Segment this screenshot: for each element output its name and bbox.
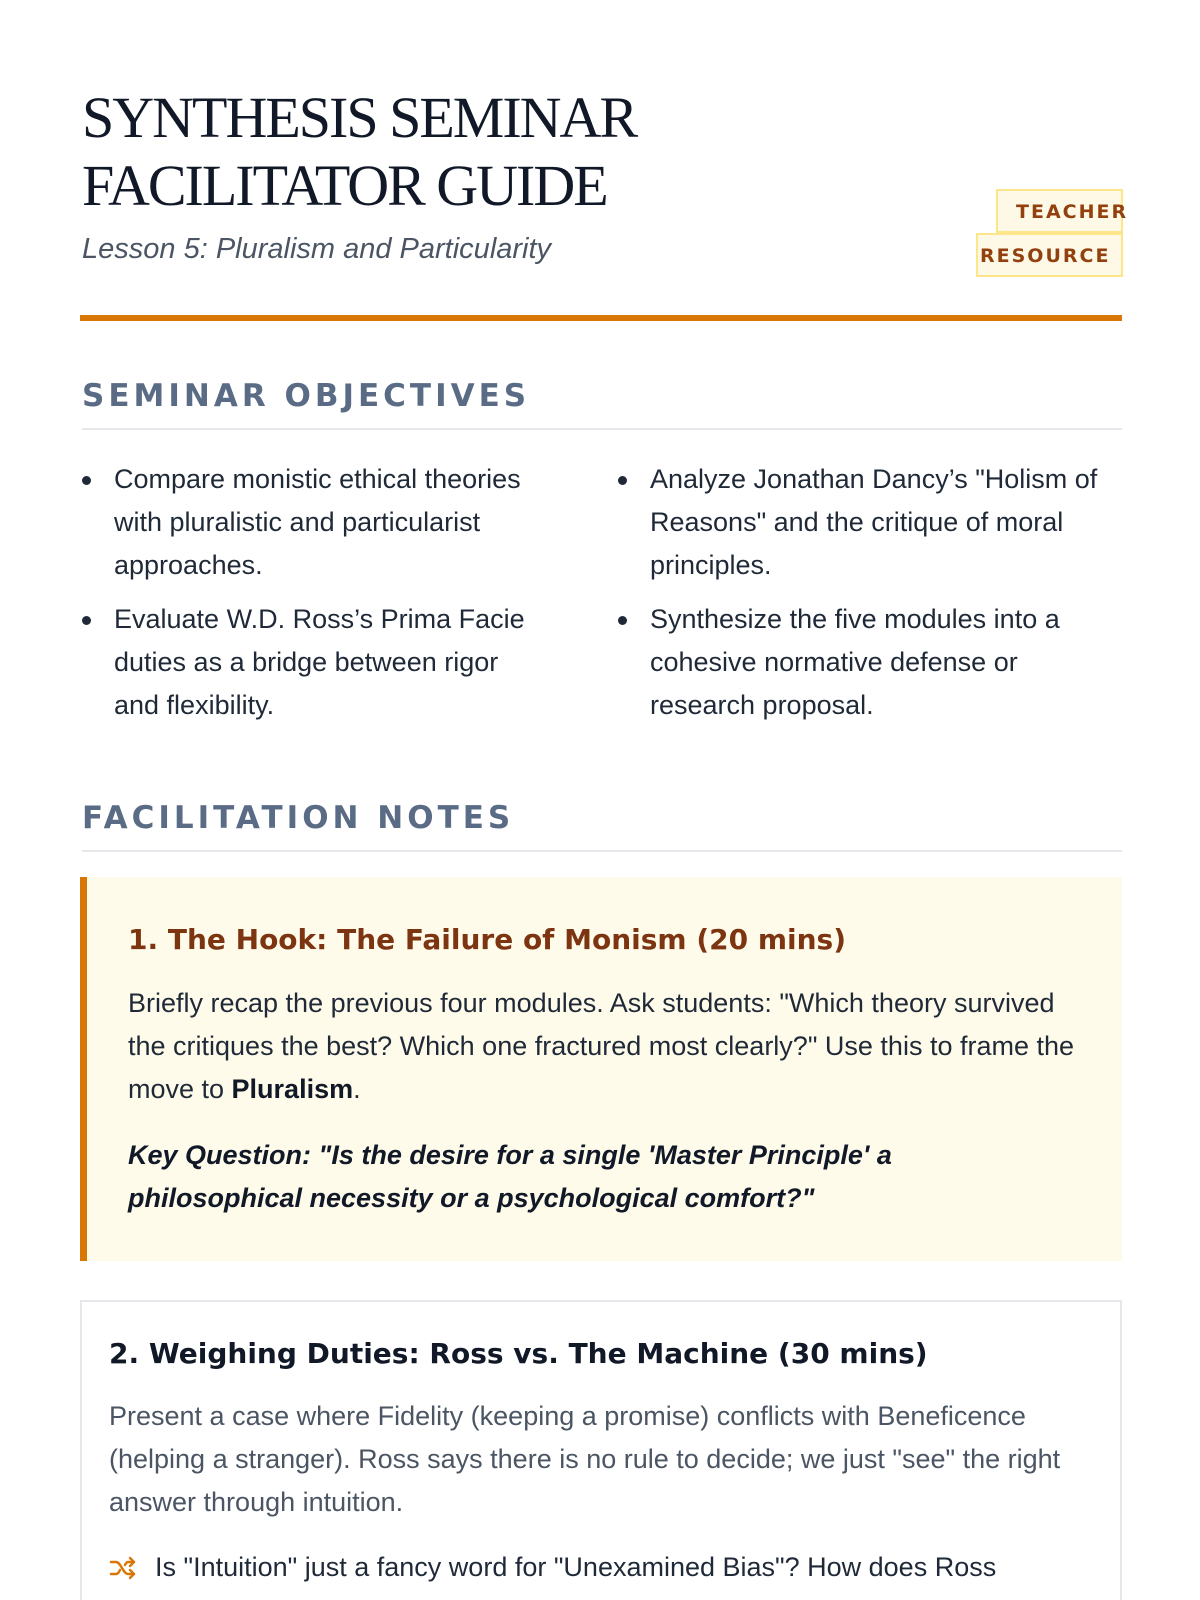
objective-text: Evaluate W.D. Ross’s Prima Facie duties as a bridge between rigor and flexibility.: [114, 604, 525, 720]
facilitation-heading: FACILITATION NOTES: [82, 800, 1122, 852]
objectives-heading: SEMINAR OBJECTIVES: [82, 378, 1122, 430]
weighing-card-body: Present a case where Fidelity (keeping a promise) conflicts with Beneficence (helping a stranger). Ross says there is no rule to decide; we just "see" the right answer through intuition.: [109, 1401, 1061, 1517]
teacher-badge: TEACHER: [996, 189, 1123, 233]
bullet-icon: [82, 476, 91, 485]
objective-item: [616, 458, 1122, 587]
hook-body-text: Briefly recap the previous four modules. Ask students: "Which theory survived the critiques the best? Which one fractured most clearly?" Use this to frame the move to: [128, 988, 1075, 1104]
hook-card: [80, 877, 1122, 1261]
lesson-subtitle: Lesson 5: Pluralism and Particularity: [82, 233, 552, 265]
key-question: Key Question: "Is the desire for a single 'Master Principle' a philosophical necessity or a psychological comfort?": [128, 1140, 892, 1213]
hook-card-title: 1. The Hook: The Failure of Monism (20 mins): [128, 923, 847, 956]
weighing-duties-card: [80, 1300, 1122, 1600]
objective-item: [616, 598, 1106, 727]
hook-card-body: [128, 982, 1078, 1111]
objective-text: Analyze Jonathan Dancy’s "Holism of Reasons" and the critique of moral principles.: [650, 464, 1098, 580]
header-divider: [80, 315, 1122, 321]
page-header: [80, 0, 1129, 322]
page-title: [82, 84, 636, 220]
title-line-1: SYNTHESIS SEMINAR: [82, 85, 637, 150]
objective-item: [80, 458, 550, 587]
page: [80, 0, 1129, 1582]
resource-badge: RESOURCE: [976, 233, 1123, 277]
hook-body-suffix: .: [353, 1074, 361, 1104]
objective-text: Synthesize the five modules into a cohesive normative defense or research proposal.: [650, 604, 1060, 720]
bullet-icon: [82, 616, 91, 625]
bullet-icon: [618, 476, 627, 485]
discussion-question: [109, 1546, 1069, 1589]
hook-body-bold: Pluralism: [231, 1074, 354, 1104]
objective-text: Compare monistic ethical theories with pluralistic and particularist approaches.: [114, 464, 521, 580]
shuffle-icon: [109, 1555, 137, 1581]
question-text: Is "Intuition" just a fancy word for "Unexamined Bias"? How does Ross: [155, 1552, 997, 1582]
title-line-2: FACILITATOR GUIDE: [82, 153, 607, 218]
weighing-card-title: 2. Weighing Duties: Ross vs. The Machine (30 mins): [109, 1337, 928, 1370]
objective-item: [80, 598, 550, 727]
bullet-icon: [618, 616, 627, 625]
